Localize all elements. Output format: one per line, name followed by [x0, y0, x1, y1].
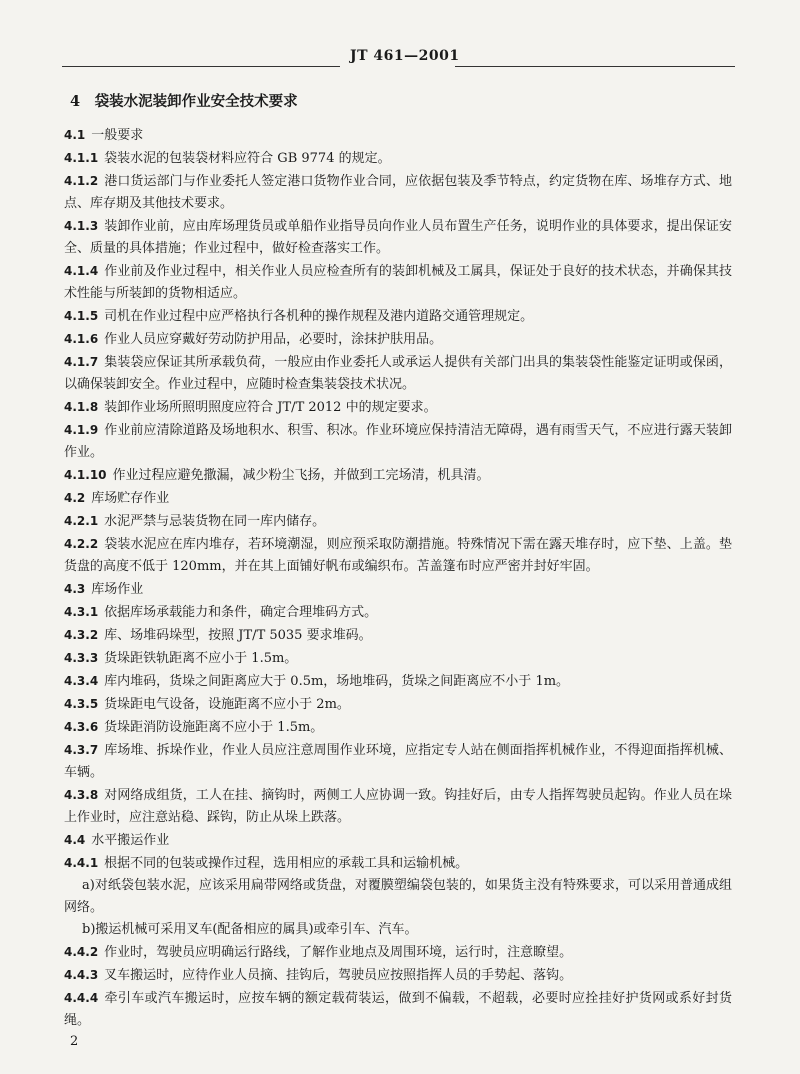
clause-paragraph	[64, 147, 732, 170]
clause-text: 库、场堆码垛型，按照 JT/T 5035 要求堆码。	[104, 628, 372, 643]
clause-paragraph	[64, 260, 732, 305]
clause-text: 作业过程应避免撒漏，减少粉尘飞扬，并做到工完场清，机具清。	[112, 468, 490, 483]
clause-paragraph	[64, 624, 732, 647]
clause-number: 4.1.9	[64, 423, 99, 437]
clause-text: 作业前及作业过程中，相关作业人员应检查所有的装卸机械及工属具，保证处于良好的技术状态，并确保其技术性能与所装卸的货物相适应。	[64, 264, 732, 301]
page-number: 2	[70, 1034, 79, 1049]
clause-number: 4.4.2	[64, 945, 99, 959]
clause-text: 集装袋应保证其所承载负荷，一般应由作业委托人或承运人提供有关部门出具的集装袋性能鉴定证明或保函，以确保装卸安全。作业过程中，应随时检查集装袋技术状况。	[64, 355, 732, 392]
clause-number: 4.3.1	[64, 605, 99, 619]
clause-text: 叉车搬运时，应待作业人员摘、挂钩后，驾驶员应按照指挥人员的手势起、落钩。	[104, 968, 573, 983]
clause-paragraph	[64, 215, 732, 260]
clause-text: 装卸作业前，应由库场理货员或单船作业指导员向作业人员布置生产任务，说明作业的具体要求，提出保证安全、质量的具体措施；作业过程中，做好检查落实工作。	[64, 219, 732, 256]
clause-text: 对网络成组货，工人在挂、摘钩时，两侧工人应协调一致。钩挂好后，由专人指挥驾驶员起钩。作业人员在垛上作业时，应注意站稳、踩钩，防止从垛上跌落。	[64, 788, 732, 825]
clause-paragraph	[64, 510, 732, 533]
clause-number: 4.3.8	[64, 788, 99, 802]
standard-code: JT 461—2001	[350, 48, 460, 64]
clause-paragraph	[64, 647, 732, 670]
clause-number: 4.3	[64, 582, 86, 596]
clause-text: 货垛距电气设备，设施距离不应小于 2m。	[104, 697, 350, 712]
clause-text: 袋装水泥的包装袋材料应符合 GB 9774 的规定。	[104, 151, 391, 166]
clause-number: 4.1.7	[64, 355, 99, 369]
clause-paragraph	[64, 919, 732, 941]
clause-number: 4.3.2	[64, 628, 99, 642]
clause-number: 4.4.4	[64, 991, 99, 1005]
clause-text: 作业人员应穿戴好劳动防护用品，必要时，涂抹护肤用品。	[104, 332, 443, 347]
header-rule-right	[455, 66, 735, 67]
clause-number: 4.1.2	[64, 174, 99, 188]
clause-text: 一般要求	[91, 128, 144, 143]
clause-text: 牵引车或汽车搬运时，应按车辆的额定载荷装运，做到不偏载，不超载，必要时应拴挂好护货网或系好封货绳。	[64, 991, 732, 1028]
header-rule-left	[62, 66, 340, 67]
clause-text: 依据库场承载能力和条件，确定合理堆码方式。	[104, 605, 378, 620]
clause-paragraph	[64, 578, 732, 601]
clause-text: b)搬运机械可采用叉车(配备相应的属具)或牵引车、汽车。	[82, 922, 418, 937]
clause-number: 4.3.3	[64, 651, 99, 665]
clause-number: 4.2.2	[64, 537, 99, 551]
clause-number: 4.4.1	[64, 856, 99, 870]
clause-text: 货垛距消防设施距离不应小于 1.5m。	[104, 720, 324, 735]
clause-paragraph	[64, 601, 732, 624]
clause-number: 4.1.10	[64, 468, 107, 482]
clause-text: 库内堆码，货垛之间距离应大于 0.5m，场地堆码，货垛之间距离应不小于 1m。	[104, 674, 570, 689]
clause-text: 水泥严禁与忌装货物在同一库内储存。	[104, 514, 326, 529]
clause-paragraph	[64, 739, 732, 784]
clause-text: 作业时，驾驶员应明确运行路线，了解作业地点及周围环境，运行时，注意瞭望。	[104, 945, 573, 960]
clause-number: 4.4.3	[64, 968, 99, 982]
clause-number: 4.3.5	[64, 697, 99, 711]
clause-text: a)对纸袋包装水泥，应该采用扁带网络或货盘，对覆膜塑编袋包装的，如果货主没有特殊要求，可以采用普通成组网络。	[64, 878, 732, 915]
clause-text: 作业前应清除道路及场地积水、积雪、积冰。作业环境应保持清洁无障碍，遇有雨雪天气，不应进行露天装卸作业。	[64, 423, 732, 460]
clause-paragraph	[64, 716, 732, 739]
clause-paragraph	[64, 670, 732, 693]
clause-number: 4.1.4	[64, 264, 99, 278]
clause-paragraph	[64, 351, 732, 396]
document-body	[64, 124, 732, 1032]
clause-paragraph	[64, 464, 732, 487]
clause-number: 4.2	[64, 491, 86, 505]
clause-text: 库场作业	[91, 582, 144, 597]
clause-number: 4.1.5	[64, 309, 99, 323]
clause-text: 货垛距铁轨距离不应小于 1.5m。	[104, 651, 298, 666]
clause-text: 库场堆、拆垛作业，作业人员应注意周围作业环境，应指定专人站在侧面指挥机械作业，不得迎面指挥机械、车辆。	[64, 743, 732, 780]
clause-number: 4.3.4	[64, 674, 99, 688]
clause-number: 4.1.6	[64, 332, 99, 346]
clause-text: 根据不同的包装或操作过程，选用相应的承载工具和运输机械。	[104, 856, 469, 871]
clause-paragraph	[64, 852, 732, 875]
clause-paragraph	[64, 533, 732, 578]
clause-text: 库场贮存作业	[91, 491, 170, 506]
clause-paragraph	[64, 693, 732, 716]
clause-paragraph	[64, 328, 732, 351]
clause-number: 4.3.7	[64, 743, 99, 757]
clause-text: 水平搬运作业	[91, 833, 170, 848]
clause-text: 司机在作业过程中应严格执行各机种的操作规程及港内道路交通管理规定。	[104, 309, 534, 324]
clause-paragraph	[64, 305, 732, 328]
clause-number: 4.3.6	[64, 720, 99, 734]
clause-paragraph	[64, 487, 732, 510]
clause-paragraph	[64, 124, 732, 147]
clause-text: 港口货运部门与作业委托人签定港口货物作业合同，应依据包装及季节特点，约定货物在库、场堆存方式、地点、库存期及其他技术要求。	[64, 174, 732, 211]
clause-number: 4.1.8	[64, 400, 99, 414]
clause-number: 4.1	[64, 128, 86, 142]
clause-paragraph	[64, 987, 732, 1032]
clause-text: 装卸作业场所照明照度应符合 JT/T 2012 中的规定要求。	[104, 400, 437, 415]
clause-paragraph	[64, 875, 732, 919]
clause-paragraph	[64, 419, 732, 464]
clause-paragraph	[64, 396, 732, 419]
clause-number: 4.1.1	[64, 151, 99, 165]
clause-paragraph	[64, 170, 732, 215]
clause-number: 4.4	[64, 833, 86, 847]
section-title: 4 袋装水泥装卸作业安全技术要求	[70, 93, 298, 110]
clause-text: 袋装水泥应在库内堆存，若环境潮湿，则应预采取防潮措施。特殊情况下需在露天堆存时，应下垫、上盖。垫货盘的高度不低于 120mm，并在其上面铺好帆布或编织布。苫盖篷布时应严密并封好牢固。	[64, 537, 732, 574]
clause-paragraph	[64, 784, 732, 829]
clause-number: 4.2.1	[64, 514, 99, 528]
clause-paragraph	[64, 829, 732, 852]
clause-number: 4.1.3	[64, 219, 99, 233]
clause-paragraph	[64, 964, 732, 987]
clause-paragraph	[64, 941, 732, 964]
